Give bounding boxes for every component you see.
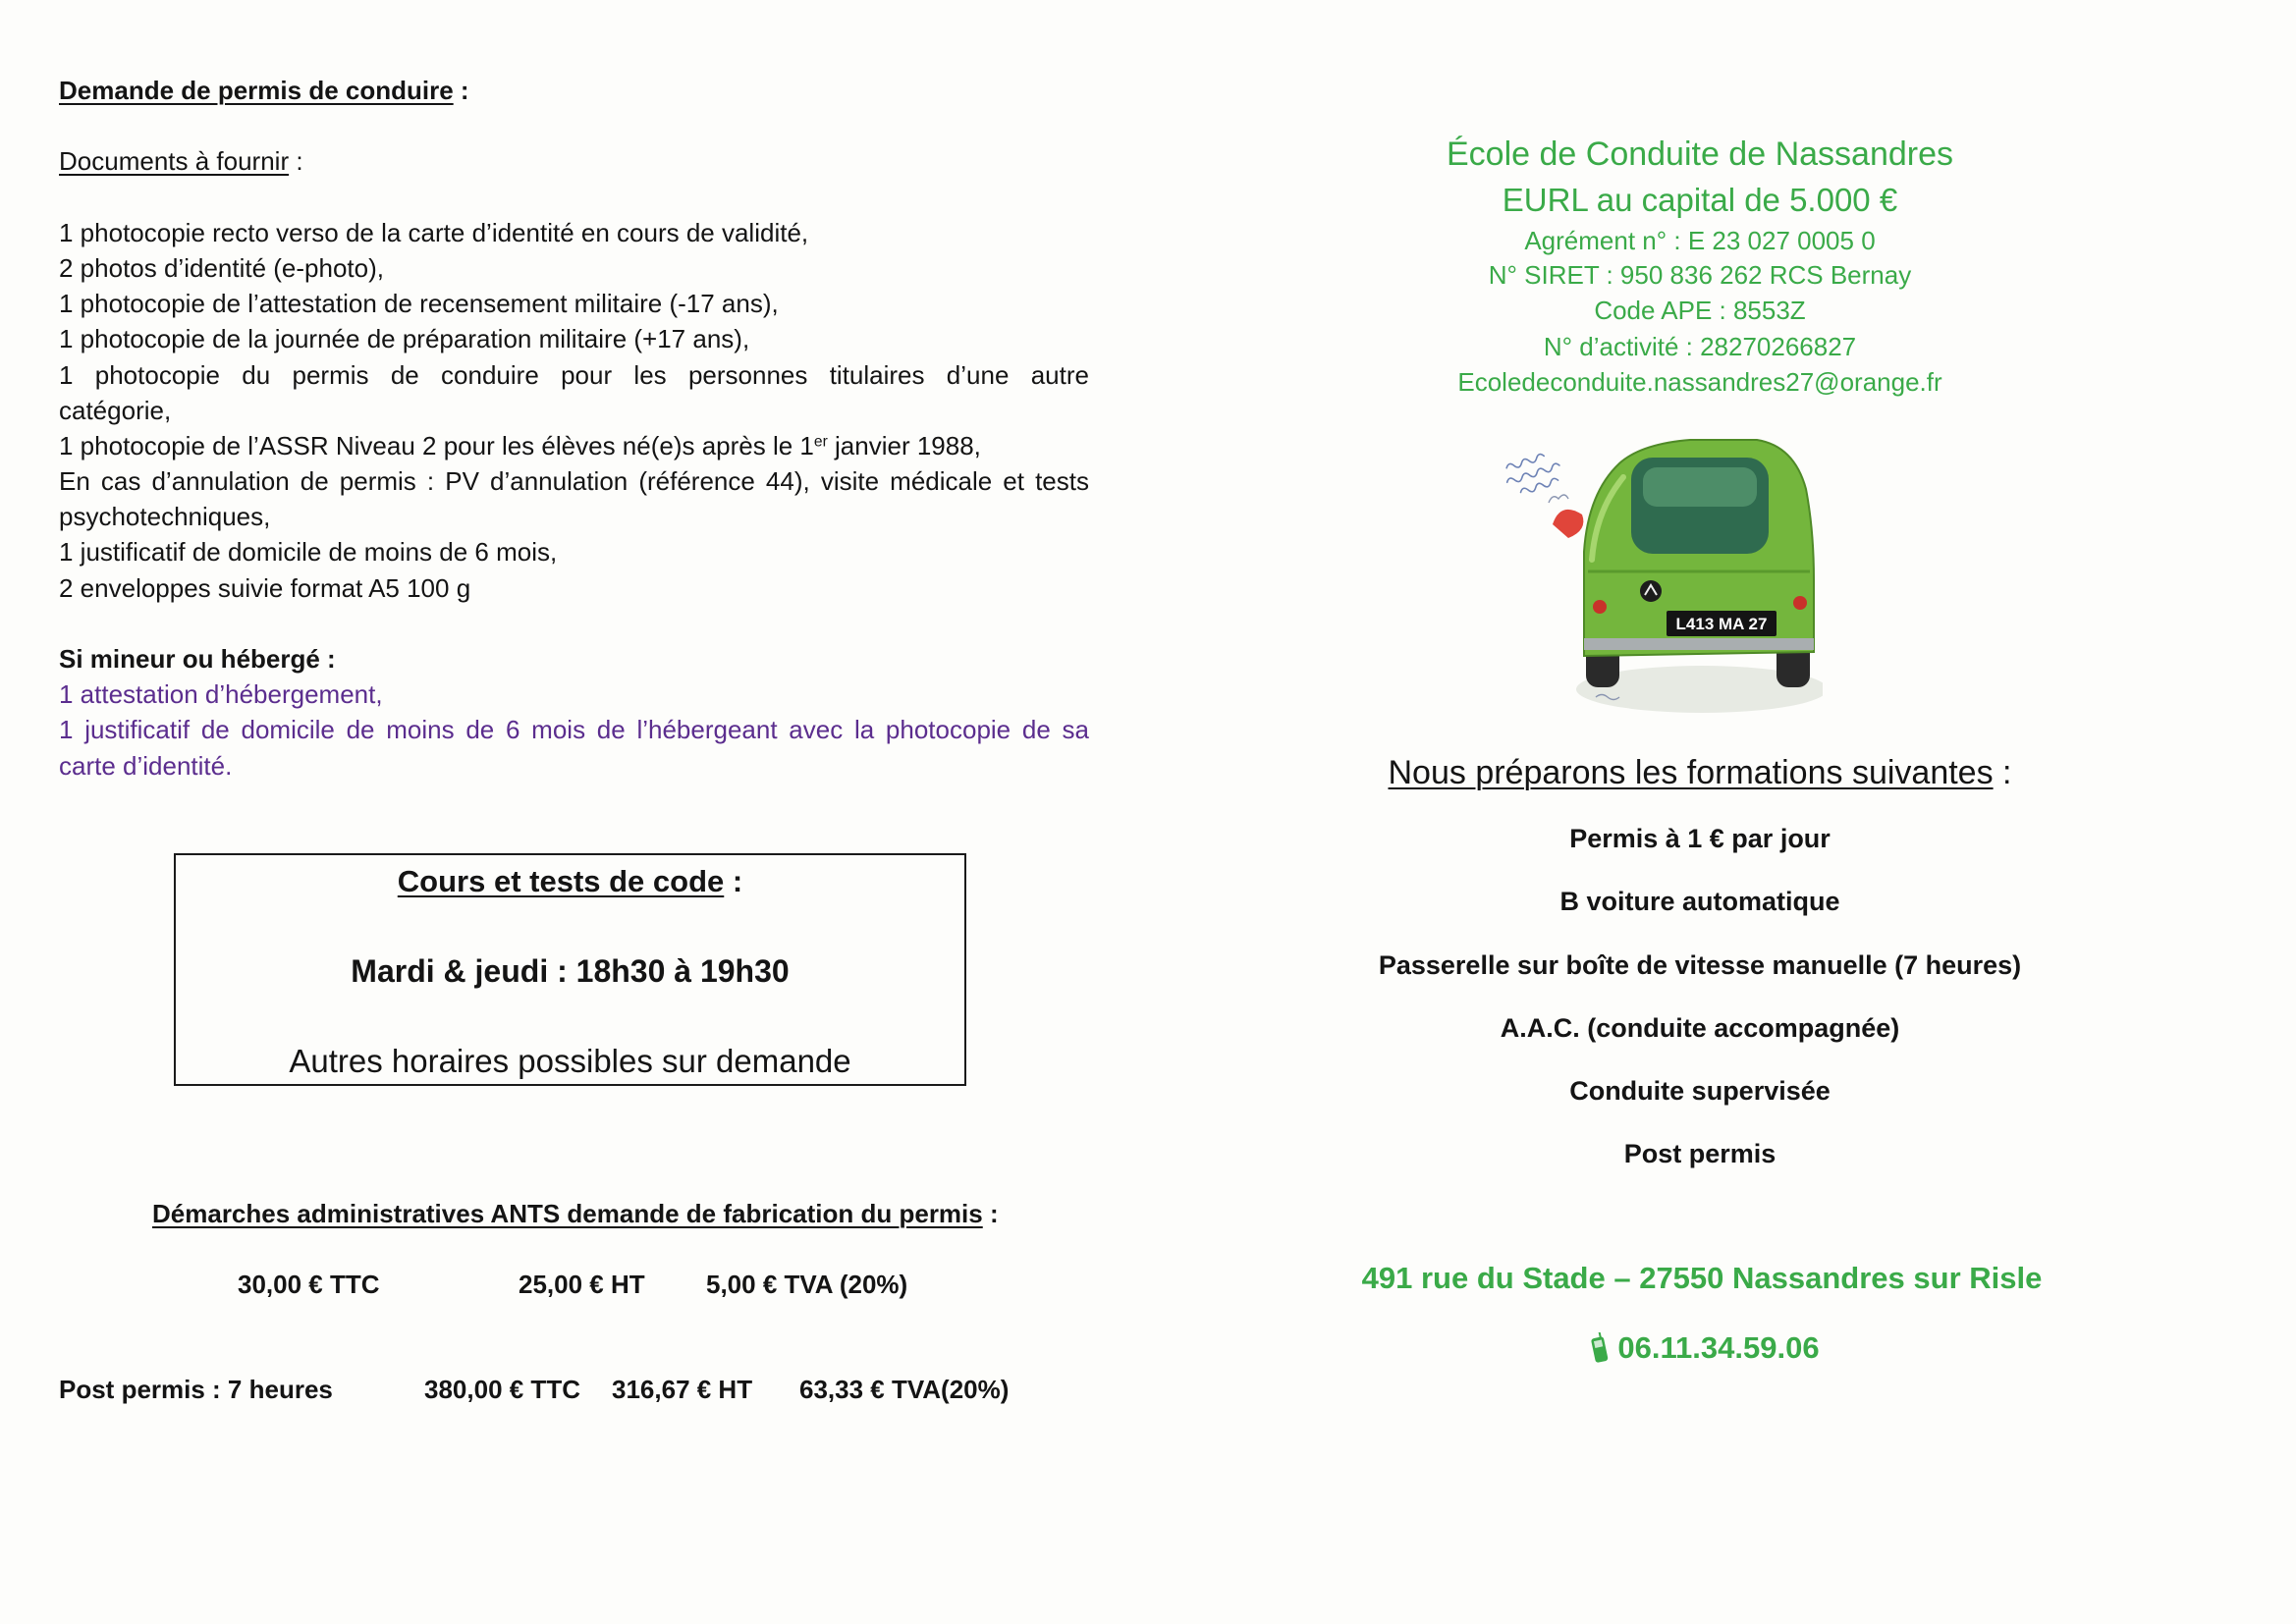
assr-text: 1 photocopie de l’ASSR Niveau 2 pour les élèves né(e)s après le 1 xyxy=(59,430,814,460)
code-course-title-label: Cours et tests de code xyxy=(397,864,725,898)
red-ornament xyxy=(1553,510,1583,538)
school-activity-number: N° d’activité : 28270266827 xyxy=(1543,332,1857,361)
documents-heading xyxy=(59,143,1089,179)
tail-light xyxy=(1593,600,1607,614)
license-plate-text: L413 MA 27 xyxy=(1675,615,1768,633)
formation-item: B voiture automatique xyxy=(1559,887,1840,916)
formations-heading-label: Nous préparons les formations suivantes xyxy=(1388,754,1994,791)
school-email: Ecoledeconduite.nassandres27@orange.fr xyxy=(1457,367,1942,397)
documents-heading-suffix: : xyxy=(289,146,303,177)
post-permis-price-tva: 63,33 € TVA(20%) xyxy=(799,1375,1010,1404)
phone-number: 06.11.34.59.06 xyxy=(1617,1330,1820,1365)
document-item-continued: psychotechniques, xyxy=(59,502,271,532)
minor-item: 1 attestation d’hébergement, xyxy=(59,679,383,710)
code-course-note: Autres horaires possibles sur demande xyxy=(289,1043,851,1079)
code-course-schedule: Mardi & jeudi : 18h30 à 19h30 xyxy=(351,953,790,989)
documents-heading-label: Documents à fournir xyxy=(59,146,290,177)
document-item: En cas d’annulation de permis : PV d’annulation (référence 44), visite médicale et tests xyxy=(59,466,1089,497)
formation-item: A.A.C. (conduite accompagnée) xyxy=(1500,1013,1900,1043)
ants-price-ttc: 30,00 € TTC xyxy=(238,1270,380,1299)
document-item: 1 photocopie recto verso de la carte d’identité en cours de validité, xyxy=(59,217,809,247)
formations-heading-suffix: : xyxy=(1993,754,2012,791)
minor-item-continued: carte d’identité. xyxy=(59,750,233,781)
school-address: 491 rue du Stade – 27550 Nassandres sur Risle xyxy=(1361,1261,2043,1295)
post-permis-price-ttc: 380,00 € TTC xyxy=(424,1375,580,1404)
assr-text-end: janvier 1988, xyxy=(827,430,981,460)
mobile-phone-icon xyxy=(1590,1332,1610,1364)
assr-superscript: er xyxy=(813,433,828,451)
formation-item: Conduite supervisée xyxy=(1569,1076,1831,1106)
ants-heading xyxy=(152,1196,999,1231)
bumper xyxy=(1584,638,1814,650)
formation-item: Permis à 1 € par jour xyxy=(1569,824,1831,853)
request-heading xyxy=(59,73,1089,108)
document-item: 2 enveloppes suivie format A5 100 g xyxy=(59,572,471,603)
spacer xyxy=(59,606,1089,641)
school-siret: N° SIRET : 950 836 262 RCS Bernay xyxy=(1488,260,1912,290)
post-permis-price-ht: 316,67 € HT xyxy=(612,1375,753,1404)
request-heading-suffix: : xyxy=(453,76,469,105)
minor-item: 1 justificatif de domicile de moins de 6 mois de l’hébergeant avec la photocopie de sa xyxy=(59,715,1089,745)
ants-price-ht: 25,00 € HT xyxy=(519,1270,645,1299)
school-agrement: Agrément n° : E 23 027 0005 0 xyxy=(1524,226,1876,255)
ants-price-tva: 5,00 € TVA (20%) xyxy=(706,1270,908,1299)
formation-item: Passerelle sur boîte de vitesse manuelle (7 heures) xyxy=(1378,950,2022,980)
code-course-box xyxy=(174,853,966,1086)
spacer xyxy=(59,108,1089,143)
school-ape: Code APE : 8553Z xyxy=(1594,296,1806,325)
tail-light xyxy=(1793,596,1807,610)
ants-heading-label: Démarches administratives ANTS demande de fabrication du permis xyxy=(152,1199,983,1228)
document-item: 1 photocopie de la journée de préparation militaire (+17 ans), xyxy=(59,324,750,354)
document-item: 1 photocopie du permis de conduire pour les personnes titulaires d’une autre xyxy=(59,359,1089,390)
document-item: 1 justificatif de domicile de moins de 6 mois, xyxy=(59,537,558,568)
document-item-assr xyxy=(59,428,1089,463)
handwritten-note xyxy=(1502,450,1564,499)
school-phone xyxy=(1361,1326,2049,1370)
post-permis-label: Post permis : 7 heures xyxy=(59,1375,333,1404)
school-name: École de Conduite de Nassandres xyxy=(1447,135,1953,173)
license-request-section xyxy=(59,73,1089,784)
formation-item: Post permis xyxy=(1623,1139,1777,1168)
document-item: 1 photocopie de l’attestation de recensement militaire (-17 ans), xyxy=(59,289,779,319)
ants-heading-suffix: : xyxy=(982,1199,999,1228)
code-course-title-suffix: : xyxy=(724,864,743,898)
green-car-illustration xyxy=(1494,432,1823,725)
request-heading-label: Demande de permis de conduire xyxy=(59,76,454,105)
document-item-continued: catégorie, xyxy=(59,395,172,425)
code-course-title xyxy=(176,862,964,901)
spacer xyxy=(59,180,1089,215)
formations-heading xyxy=(1356,751,2044,794)
minor-heading: Si mineur ou hébergé : xyxy=(59,644,336,674)
document-item: 2 photos d’identité (e-photo), xyxy=(59,252,384,283)
school-capital: EURL au capital de 5.000 € xyxy=(1502,182,1898,218)
